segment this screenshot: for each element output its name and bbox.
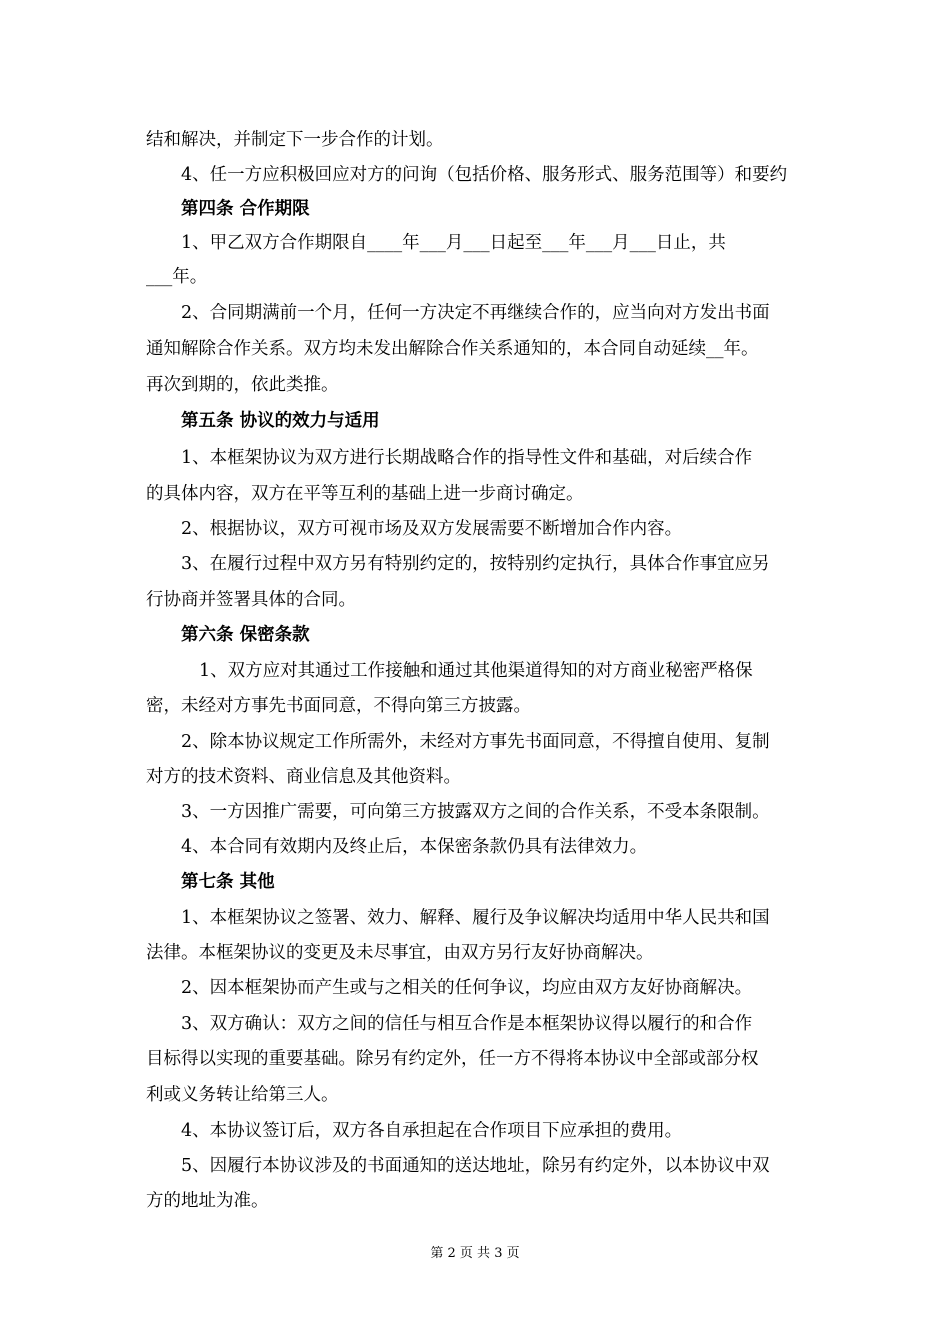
- section-heading: 第五条 协议的效力与适用: [181, 411, 380, 431]
- paragraph-line: 3、双方确认：双方之间的信任与相互合作是本框架协议得以履行的和合作: [181, 1014, 753, 1034]
- section-heading: 第四条 合作期限: [181, 199, 310, 219]
- section-heading: 第七条 其他: [181, 872, 275, 892]
- paragraph-line: 2、根据协议，双方可视市场及双方发展需要不断增加合作内容。: [181, 519, 683, 539]
- paragraph-line: ___年。: [146, 267, 208, 287]
- paragraph-line: 利或义务转让给第三人。: [146, 1085, 339, 1105]
- paragraph-line: 结和解决，并制定下一步合作的计划。: [146, 130, 444, 150]
- paragraph-line: 行协商并签署具体的合同。: [146, 590, 356, 610]
- paragraph-line: 1、甲乙双方合作期限自____年___月___日起至___年___月___日止，共: [181, 233, 726, 253]
- paragraph-line: 4、本合同有效期内及终止后，本保密条款仍具有法律效力。: [181, 837, 648, 857]
- paragraph-line: 3、在履行过程中双方另有特别约定的，按特别约定执行，具体合作事宜应另: [181, 554, 770, 574]
- paragraph-line: 方的地址为准。: [146, 1191, 269, 1211]
- section-heading: 第六条 保密条款: [181, 625, 310, 645]
- paragraph-line: 4、本协议签订后，双方各自承担起在合作项目下应承担的费用。: [181, 1121, 683, 1141]
- paragraph-line: 1、双方应对其通过工作接触和通过其他渠道得知的对方商业秘密严格保: [199, 661, 753, 681]
- paragraph-line: 5、因履行本协议涉及的书面通知的送达地址，除另有约定外，以本协议中双: [181, 1156, 770, 1176]
- paragraph-line: 目标得以实现的重要基础。除另有约定外，任一方不得将本协议中全部或部分权: [146, 1049, 759, 1069]
- paragraph-line: 对方的技术资料、商业信息及其他资料。: [146, 767, 461, 787]
- paragraph-line: 3、一方因推广需要，可向第三方披露双方之间的合作关系，不受本条限制。: [181, 802, 770, 822]
- paragraph-line: 的具体内容，双方在平等互利的基础上进一步商讨确定。: [146, 484, 584, 504]
- paragraph-line: 2、除本协议规定工作所需外，未经对方事先书面同意，不得擅自使用、复制: [181, 732, 770, 752]
- paragraph-line: 通知解除合作关系。双方均未发出解除合作关系通知的，本合同自动延续__年。: [146, 339, 759, 359]
- page-footer: 第 2 页 共 3 页: [430, 1246, 520, 1261]
- paragraph-line: 1、本框架协议之签署、效力、解释、履行及争议解决均适用中华人民共和国: [181, 908, 770, 928]
- paragraph-line: 4、任一方应积极回应对方的问询（包括价格、服务形式、服务范围等）和要约: [181, 165, 788, 185]
- paragraph-line: 再次到期的，依此类推。: [146, 375, 339, 395]
- paragraph-line: 2、合同期满前一个月，任何一方决定不再继续合作的，应当向对方发出书面: [181, 303, 770, 323]
- paragraph-line: 1、本框架协议为双方进行长期战略合作的指导性文件和基础，对后续合作: [181, 448, 753, 468]
- paragraph-line: 密，未经对方事先书面同意，不得向第三方披露。: [146, 696, 531, 716]
- paragraph-line: 2、因本框架协而产生或与之相关的任何争议，均应由双方友好协商解决。: [181, 978, 753, 998]
- paragraph-line: 法律。本框架协议的变更及未尽事宜，由双方另行友好协商解决。: [146, 943, 654, 963]
